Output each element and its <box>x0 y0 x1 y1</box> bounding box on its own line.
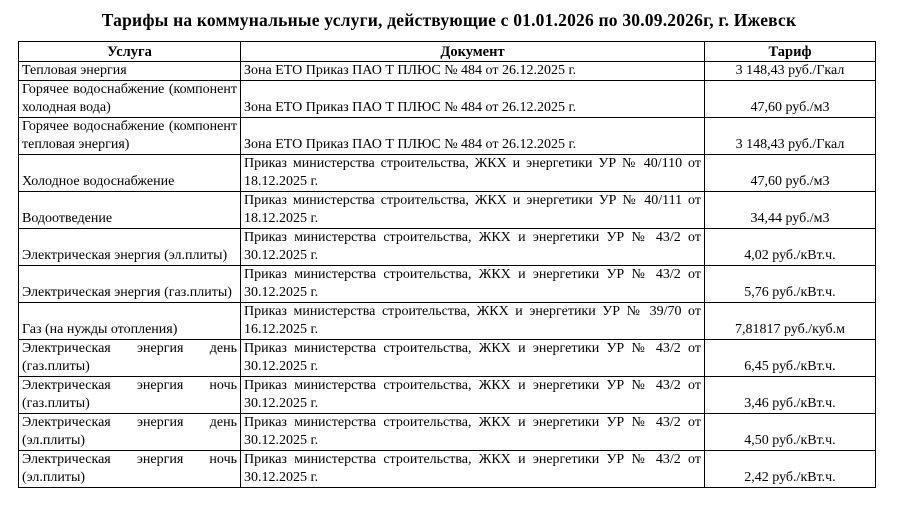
document-cell: Приказ министерства строительства, ЖКХ и энергетики УР № 40/111 от 18.12.2025 г. <box>241 192 705 229</box>
rate-cell: 5,76 руб./кВт.ч. <box>705 266 876 303</box>
service-cell: Электрическая энергия ночь (эл.плиты) <box>19 451 241 488</box>
document-cell: Приказ министерства строительства, ЖКХ и энергетики УР № 39/70 от 16.12.2025 г. <box>241 303 705 340</box>
service-cell: Водоотведение <box>19 192 241 229</box>
service-cell: Тепловая энергия <box>19 62 241 81</box>
column-header-document: Документ <box>241 42 705 62</box>
table-row <box>19 451 876 488</box>
service-cell: Электрическая энергия день (эл.плиты) <box>19 414 241 451</box>
service-cell: Электрическая энергия (газ.плиты) <box>19 266 241 303</box>
document-cell: Зона ЕТО Приказ ПАО Т ПЛЮС № 484 от 26.12.2025 г. <box>241 81 705 118</box>
document-cell: Приказ министерства строительства, ЖКХ и энергетики УР № 43/2 от 30.12.2025 г. <box>241 414 705 451</box>
table-row <box>19 62 876 81</box>
document-cell: Приказ министерства строительства, ЖКХ и энергетики УР № 43/2 от 30.12.2025 г. <box>241 451 705 488</box>
table-row <box>19 303 876 340</box>
service-cell: Газ (на нужды отопления) <box>19 303 241 340</box>
service-cell: Горячее водоснабжение (компонент тепловая энергия) <box>19 118 241 155</box>
document-cell: Приказ министерства строительства, ЖКХ и энергетики УР № 43/2 от 30.12.2025 г. <box>241 229 705 266</box>
table-row <box>19 81 876 118</box>
rate-cell: 3,46 руб./кВт.ч. <box>705 377 876 414</box>
rate-cell: 47,60 руб./м3 <box>705 81 876 118</box>
rate-cell: 34,44 руб./м3 <box>705 192 876 229</box>
document-cell: Зона ЕТО Приказ ПАО Т ПЛЮС № 484 от 26.12.2025 г. <box>241 62 705 81</box>
rate-cell: 4,02 руб./кВт.ч. <box>705 229 876 266</box>
document-cell: Приказ министерства строительства, ЖКХ и энергетики УР № 43/2 от 30.12.2025 г. <box>241 340 705 377</box>
document-cell: Приказ министерства строительства, ЖКХ и энергетики УР № 40/110 от 18.12.2025 г. <box>241 155 705 192</box>
service-cell: Электрическая энергия ночь (газ.плиты) <box>19 377 241 414</box>
table-row <box>19 118 876 155</box>
table-row <box>19 377 876 414</box>
rate-cell: 2,42 руб./кВт.ч. <box>705 451 876 488</box>
table-row <box>19 229 876 266</box>
rate-cell: 4,50 руб./кВт.ч. <box>705 414 876 451</box>
service-cell: Горячее водоснабжение (компонент холодная вода) <box>19 81 241 118</box>
rate-cell: 3 148,43 руб./Гкал <box>705 118 876 155</box>
document-cell: Приказ министерства строительства, ЖКХ и энергетики УР № 43/2 от 30.12.2025 г. <box>241 266 705 303</box>
service-cell: Холодное водоснабжение <box>19 155 241 192</box>
service-cell: Электрическая энергия (эл.плиты) <box>19 229 241 266</box>
document-cell: Приказ министерства строительства, ЖКХ и энергетики УР № 43/2 от 30.12.2025 г. <box>241 377 705 414</box>
table-header-row <box>19 42 876 62</box>
table-row <box>19 155 876 192</box>
table-row <box>19 192 876 229</box>
page-title: Тарифы на коммунальные услуги, действующие с 01.01.2026 по 30.09.2026г, г. Ижевск <box>101 10 797 30</box>
table-row <box>19 266 876 303</box>
service-cell: Электрическая энергия день (газ.плиты) <box>19 340 241 377</box>
document-cell: Зона ЕТО Приказ ПАО Т ПЛЮС № 484 от 26.12.2025 г. <box>241 118 705 155</box>
column-header-service: Услуга <box>19 42 241 62</box>
rate-cell: 7,81817 руб./куб.м <box>705 303 876 340</box>
column-header-rate: Тариф <box>705 42 876 62</box>
tariff-table <box>18 41 876 488</box>
rate-cell: 6,45 руб./кВт.ч. <box>705 340 876 377</box>
rate-cell: 3 148,43 руб./Гкал <box>705 62 876 81</box>
table-row <box>19 414 876 451</box>
table-row <box>19 340 876 377</box>
rate-cell: 47,60 руб./м3 <box>705 155 876 192</box>
